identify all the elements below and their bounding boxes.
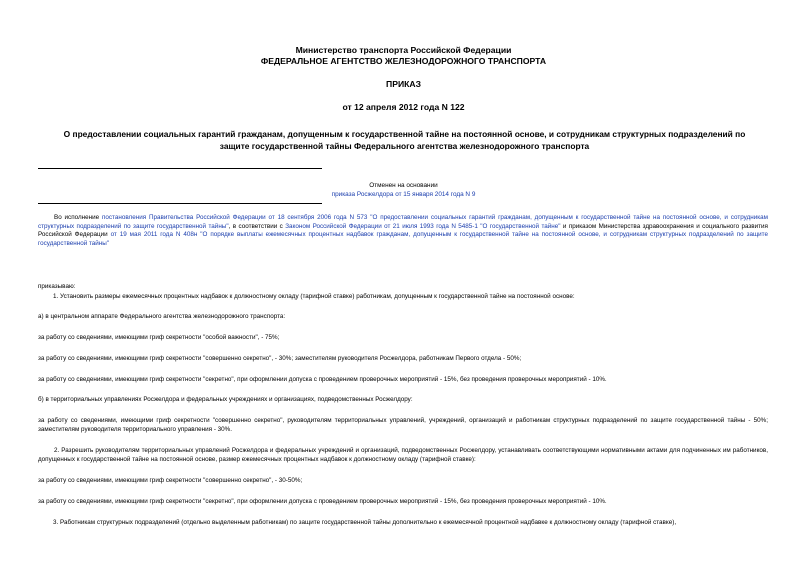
ministry-heading: Министерство транспорта Российской Федерации (295, 45, 512, 55)
clause-1: 1. Установить размеры ежемесячных процентных надбавок к должностному окладу (тарифной ставке) работникам, допущенным к государственной тайне на постоянной основе: (53, 293, 575, 300)
divider-top (38, 168, 322, 169)
clause-1a-item-2: за работу со сведениями, имеющими гриф секретности "совершенно секретно", - 30%; заместителям руководителя Росжелдора, работникам Первого отдела - 50%; (38, 355, 522, 362)
clause-2-item-2: за работу со сведениями, имеющими гриф секретности "секретно", при оформлении допуска с проведением проверочных мероприятий - 15%, без проведения проверочных мероприятий - 10%. (38, 498, 607, 505)
government-resolution-link[interactable]: постановления Правительства Российской Федерации от 18 сентября 2006 года N 573 "О предоставлении социальных гарантий гражданам, допущенным к государственной тайне на постоянной основе, и сотрудникам структурных подразделений по защите государственной тайны" (38, 214, 768, 230)
clause-1a: а) в центральном аппарате Федерального агентства железнодорожного транспорта: (38, 313, 286, 320)
clause-1b: б) в территориальных управлениях Росжелдора и федеральных учреждениях и организациях, подведомственных Росжелдору: (38, 396, 413, 403)
divider-bottom (38, 203, 322, 204)
order-word: приказываю: (38, 283, 76, 290)
doc-type: ПРИКАЗ (386, 79, 421, 89)
agency-heading: ФЕДЕРАЛЬНОЕ АГЕНТСТВО ЖЕЛЕЗНОДОРОЖНОГО ТРАНСПОРТА (260, 56, 547, 66)
preamble-text-2: , в соответствии с (228, 222, 286, 230)
clause-1a-item-1: за работу со сведениями, имеющими гриф секретности "особой важности", - 75%; (38, 334, 280, 341)
clause-1b-item-1: за работу со сведениями, имеющими гриф секретности "совершенно секретно", руководителям территориальных управлений, учреждений, организаций и работникам структурных подразделений по защите государственной тайны - 50%; заместителям руководителя территориального управления - 30%. (38, 417, 768, 433)
preamble-paragraph (38, 214, 768, 248)
doc-title-line2: защите государственной тайны Федерального агентства железнодорожного транспорта (219, 141, 590, 151)
doc-date-number: от 12 апреля 2012 года N 122 (342, 102, 465, 112)
preamble-text-1: Во исполнение (54, 214, 102, 221)
cancel-status: Отменен на основании (369, 182, 438, 189)
doc-title-line1: О предоставлении социальных гарантий гражданам, допущенным к государственной тайне на постоянной основе, и сотрудникам структурных подразделений по (63, 129, 746, 139)
clause-3: 3. Работникам структурных подразделений (отдельно выделенным работникам) по защите государственной тайны дополнительно к ежемесячной процентной надбавке к должностному окладу (тарифной ставке), (53, 519, 677, 526)
health-ministry-order-link[interactable]: от 19 мая 2011 года N 408н "О порядке выплаты ежемесячных процентных надбавок гражданам, допущенным к государственной тайне на постоянной основе, и сотрудникам структурных подразделений по защите государственной тайны" (38, 231, 768, 247)
state-secret-law-link[interactable]: Законом Российской Федерации от 21 июля 1993 года N 5485-1 "О государственной тайне" (285, 222, 561, 230)
clause-1a-item-3: за работу со сведениями, имеющими гриф секретности "секретно", при оформлении допуска с проведением проверочных мероприятий - 15%, без проведения проверочных мероприятий - 10%. (38, 376, 607, 383)
cancel-order-link[interactable]: приказа Росжелдора от 15 января 2014 года N 9 (331, 191, 476, 198)
clause-2-item-1: за работу со сведениями, имеющими гриф секретности "совершенно секретно", - 30-50%; (38, 477, 303, 484)
preamble-text-3: и приказом Министерства здравоохранения и социального развития Российской Федерации (38, 222, 768, 238)
clause-2: 2. Разрешить руководителям территориальных управлений Росжелдора и федеральных учреждений и организаций, подведомственных Росжелдору, устанавливать соответствующими нормативными актами для подчиненных им работников, допущенных к государственной тайне на постоянной основе, размер ежемесячных процентных надбавок к должностному окладу (тарифной ставке): (38, 447, 768, 463)
